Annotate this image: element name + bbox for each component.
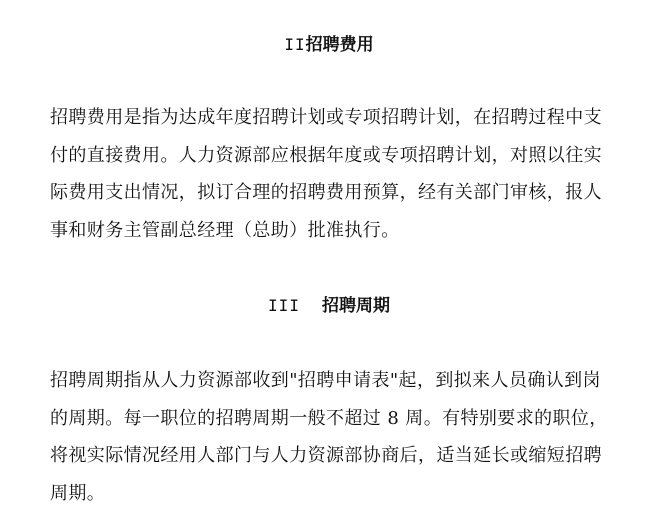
paragraph-line: 将视实际情况经用人部门与人力资源部协商后，适当延长或缩短招聘 (50, 445, 602, 466)
paragraph-recruitment-cost (50, 99, 610, 249)
paragraph-line: 招聘周期指从人力资源部收到"招聘申请表"起，到拟来人员确认到岗 (50, 370, 601, 391)
section-number: III (268, 296, 300, 315)
paragraph-line: 事和财务主管副总经理（总助）批准执行。 (50, 219, 400, 241)
paragraph-line: 际费用支出情况，拟订合理的招聘费用预算，经有关部门审核，报人 (50, 182, 602, 203)
paragraph-line: 招聘费用是指为达成年度招聘计划或专项招聘计划，在招聘过程中支 (50, 107, 602, 128)
paragraph-line: 的周期。每一职位的招聘周期一般不超过 8 周。有特别要求的职位， (50, 407, 608, 429)
section-heading-recruitment-cycle (0, 294, 658, 318)
section-heading-recruitment-cost (0, 33, 658, 57)
paragraph-line: 付的直接费用。人力资源部应根据年度或专项招聘计划，对照以往实 (50, 144, 602, 166)
section-title: 招聘费用 (305, 35, 374, 55)
section-title: 招聘周期 (321, 296, 390, 316)
paragraph-line: 周期。 (50, 482, 106, 504)
section-number: II (284, 35, 306, 54)
paragraph-recruitment-cycle (50, 362, 610, 512)
